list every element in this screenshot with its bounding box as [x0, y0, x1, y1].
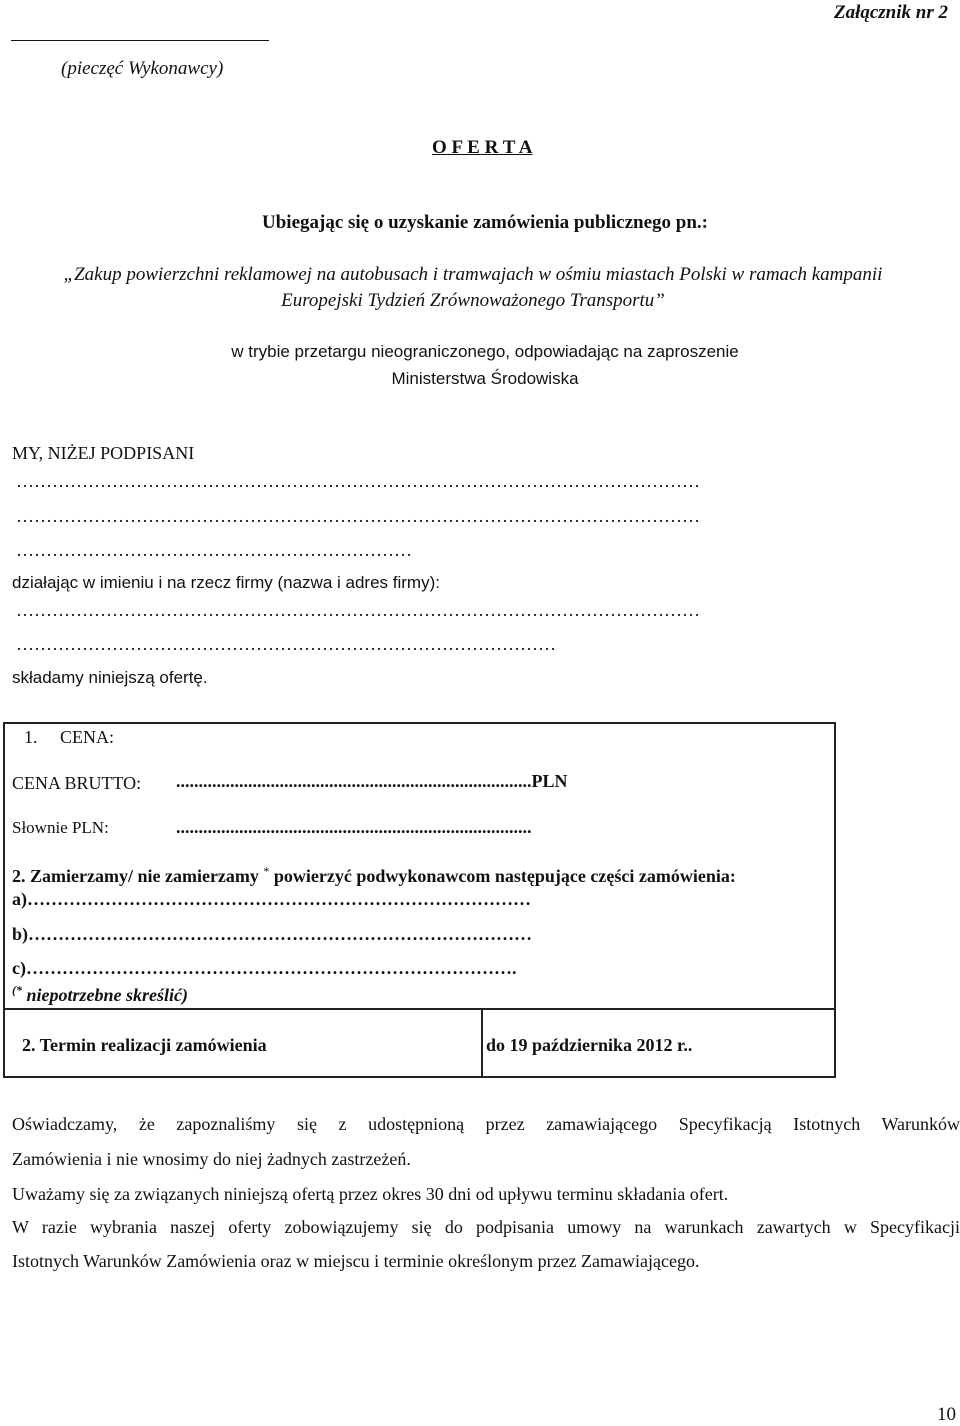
price-heading: CENA:: [60, 727, 114, 747]
mode-line-2: Ministerstwa Środowiska: [391, 369, 579, 388]
signatories-dots-2: ……………………………………………………………………………………………………: [16, 506, 700, 526]
gross-price-field[interactable]: ...............................................................................PLN: [176, 771, 568, 791]
term-label: 2. Termin realizacji zamówienia: [22, 1035, 267, 1055]
subcontract-item-c[interactable]: c)……………………………………………………………………….: [12, 958, 517, 978]
term-value: do 19 października 2012 r..: [486, 1035, 693, 1055]
declaration-3-line-1: W razie wybrania naszej oferty zobowiązujemy się do podpisania umowy na warunkach zawartych w Specyfikacji: [12, 1217, 960, 1237]
footnote-star: *: [263, 864, 270, 878]
price-words-label: Słownie PLN:: [12, 818, 109, 837]
subject-line-1: „Zakup powierzchni reklamowej na autobusach i tramwajach w ośmiu miastach Polski w ramach kampanii: [63, 264, 883, 285]
price-words-field[interactable]: ...............................................................................: [176, 817, 532, 837]
declaration-1-line-1: Oświadczamy, że zapoznaliśmy się z udostępnioną przez zamawiającego Specyfikacją Istotnych Warunków: [12, 1114, 960, 1134]
intro-line: Ubiegając się o uzyskanie zamówienia publicznego pn.:: [262, 212, 708, 233]
firm-dots-2: ………………………………………………………………………………: [16, 634, 556, 654]
page-number: 10: [937, 1404, 956, 1425]
declaration-1-line-2: Zamówienia i nie wnosimy do niej żadnych zastrzeżeń.: [12, 1149, 411, 1169]
subcontract-item-b[interactable]: b)…………………………………………………………………………: [12, 924, 533, 944]
mode-line-1: w trybie przetargu nieograniczonego, odpowiadając na zaproszenie: [231, 342, 739, 361]
signatories-dots-1: ……………………………………………………………………………………………………: [16, 471, 700, 491]
gross-price-label: CENA BRUTTO:: [12, 773, 142, 793]
signatories-label: MY, NIŻEJ PODPISANI: [12, 443, 195, 463]
attachment-label: Załącznik nr 2: [833, 2, 948, 23]
footnote: (* niepotrzebne skreślić): [12, 983, 188, 1005]
stamp-line: [11, 40, 269, 41]
signatories-dots-3: …………………………………………………………: [16, 540, 412, 560]
firm-dots-1: ……………………………………………………………………………………………………: [16, 600, 700, 620]
stamp-label: (pieczęć Wykonawcy): [61, 58, 224, 79]
subcontract-heading: 2. Zamierzamy/ nie zamierzamy * powierzyć podwykonawcom następujące części zamówienia:: [12, 864, 736, 886]
firm-label: działając w imieniu i na rzecz firmy (nazwa i adres firmy):: [12, 573, 440, 592]
declaration-2: Uważamy się za związanych niniejszą ofertą przez okres 30 dni od upływu terminu składania ofert.: [12, 1184, 729, 1204]
declaration-3-line-2: Istotnych Warunków Zamówienia oraz w miejscu i terminie określonym przez Zamawiającego.: [12, 1251, 700, 1271]
subcontract-item-a[interactable]: a)…………………………………………………………………………: [12, 889, 531, 909]
subject-line-2: Europejski Tydzień Zrównoważonego Transportu”: [281, 290, 665, 311]
price-number: 1.: [24, 727, 38, 747]
document-title: O F E R T A: [432, 137, 533, 158]
submit-statement: składamy niniejszą ofertę.: [12, 668, 208, 687]
